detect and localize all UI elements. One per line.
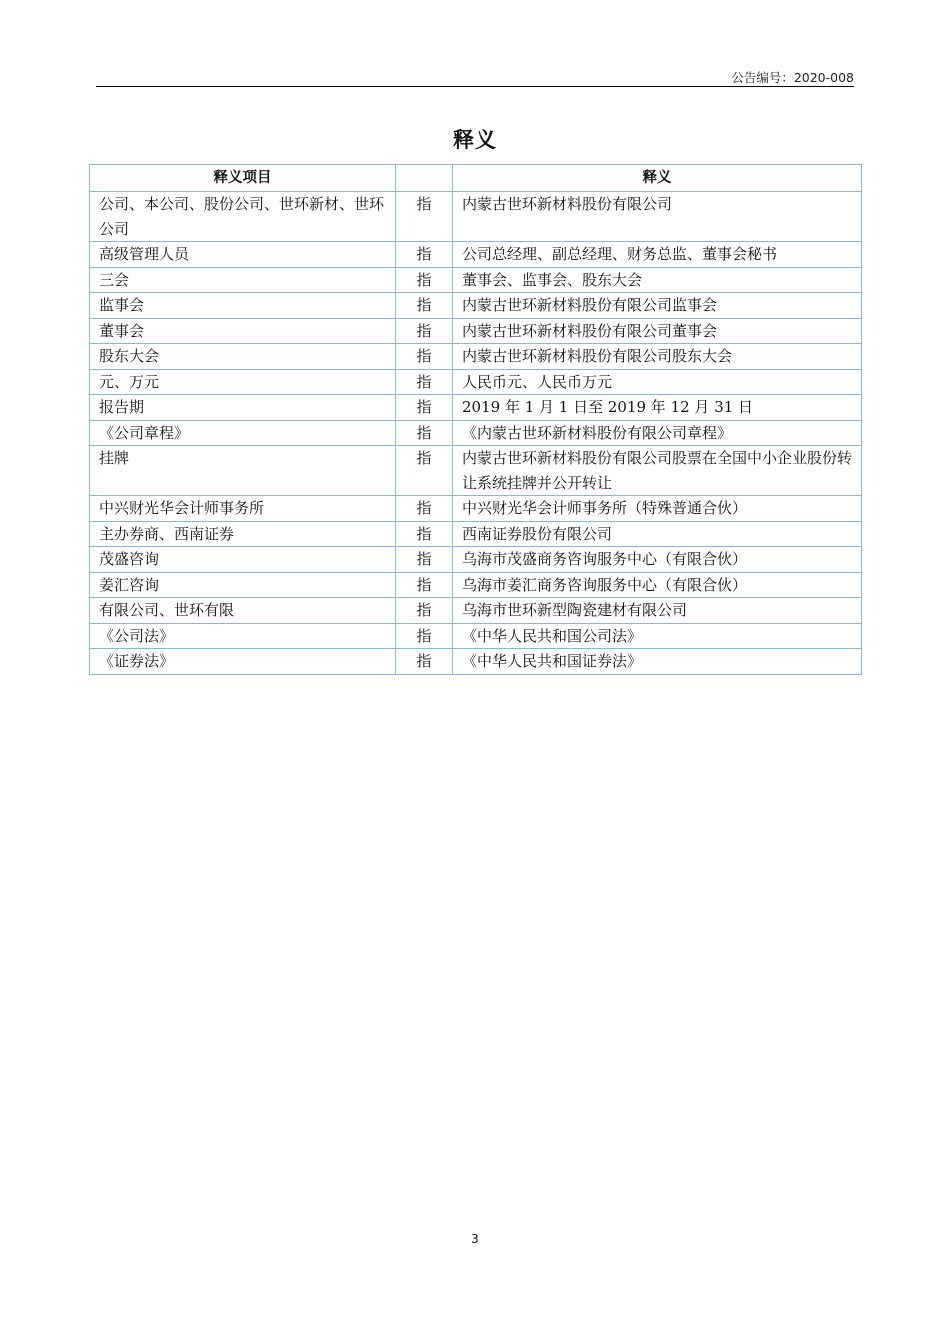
definition-cell: 人民币元、人民币万元 bbox=[453, 369, 862, 395]
definition-cell: 《中华人民共和国公司法》 bbox=[453, 623, 862, 649]
term-cell: 《公司章程》 bbox=[90, 420, 396, 446]
term-cell: 有限公司、世环有限 bbox=[90, 598, 396, 624]
refers-cell: 指 bbox=[396, 344, 453, 370]
header-divider bbox=[96, 86, 854, 87]
term-cell: 董事会 bbox=[90, 318, 396, 344]
table-row bbox=[90, 547, 862, 573]
table-row bbox=[90, 318, 862, 344]
definition-cell: 乌海市姜汇商务咨询服务中心（有限合伙） bbox=[453, 572, 862, 598]
refers-cell: 指 bbox=[396, 395, 453, 421]
term-cell: 主办券商、西南证券 bbox=[90, 521, 396, 547]
definition-cell: 内蒙古世环新材料股份有限公司董事会 bbox=[453, 318, 862, 344]
refers-cell: 指 bbox=[396, 192, 453, 242]
definition-cell: 内蒙古世环新材料股份有限公司监事会 bbox=[453, 293, 862, 319]
term-cell: 茂盛咨询 bbox=[90, 547, 396, 573]
table-row bbox=[90, 496, 862, 522]
table-row bbox=[90, 623, 862, 649]
definition-cell: 内蒙古世环新材料股份有限公司 bbox=[453, 192, 862, 242]
term-cell: 挂牌 bbox=[90, 446, 396, 496]
table-row bbox=[90, 369, 862, 395]
table-row bbox=[90, 192, 862, 242]
table-row bbox=[90, 572, 862, 598]
term-cell: 股东大会 bbox=[90, 344, 396, 370]
definition-cell: 《中华人民共和国证券法》 bbox=[453, 649, 862, 675]
definition-cell: 中兴财光华会计师事务所（特殊普通合伙） bbox=[453, 496, 862, 522]
table-row bbox=[90, 598, 862, 624]
glossary-table bbox=[89, 164, 862, 675]
header-term: 释义项目 bbox=[90, 165, 396, 192]
definition-cell: 内蒙古世环新材料股份有限公司股东大会 bbox=[453, 344, 862, 370]
term-cell: 《公司法》 bbox=[90, 623, 396, 649]
refers-cell: 指 bbox=[396, 649, 453, 675]
term-cell: 中兴财光华会计师事务所 bbox=[90, 496, 396, 522]
table-row bbox=[90, 293, 862, 319]
refers-cell: 指 bbox=[396, 446, 453, 496]
definition-cell: 公司总经理、副总经理、财务总监、董事会秘书 bbox=[453, 242, 862, 268]
table-row bbox=[90, 242, 862, 268]
term-cell: 报告期 bbox=[90, 395, 396, 421]
glossary-body bbox=[90, 192, 862, 675]
term-cell: 公司、本公司、股份公司、世环新材、世环公司 bbox=[90, 192, 396, 242]
definition-cell: 乌海市世环新型陶瓷建材有限公司 bbox=[453, 598, 862, 624]
definition-cell: 董事会、监事会、股东大会 bbox=[453, 267, 862, 293]
table-row bbox=[90, 344, 862, 370]
term-cell: 三会 bbox=[90, 267, 396, 293]
announcement-number: 公告编号：2020-008 bbox=[731, 70, 854, 85]
definition-cell: 乌海市茂盛商务咨询服务中心（有限合伙） bbox=[453, 547, 862, 573]
page-number: 3 bbox=[471, 1232, 479, 1246]
definition-cell: 内蒙古世环新材料股份有限公司股票在全国中小企业股份转让系统挂牌并公开转让 bbox=[453, 446, 862, 496]
term-cell: 高级管理人员 bbox=[90, 242, 396, 268]
table-row bbox=[90, 420, 862, 446]
table-row bbox=[90, 446, 862, 496]
refers-cell: 指 bbox=[396, 242, 453, 268]
term-cell: 监事会 bbox=[90, 293, 396, 319]
page-title: 释义 bbox=[453, 128, 497, 152]
term-cell: 元、万元 bbox=[90, 369, 396, 395]
refers-cell: 指 bbox=[396, 369, 453, 395]
header-refers bbox=[396, 165, 453, 192]
refers-cell: 指 bbox=[396, 598, 453, 624]
refers-cell: 指 bbox=[396, 521, 453, 547]
table-header-row bbox=[90, 165, 862, 192]
definition-cell: 《内蒙古世环新材料股份有限公司章程》 bbox=[453, 420, 862, 446]
term-cell: 姜汇咨询 bbox=[90, 572, 396, 598]
refers-cell: 指 bbox=[396, 572, 453, 598]
refers-cell: 指 bbox=[396, 623, 453, 649]
refers-cell: 指 bbox=[396, 267, 453, 293]
table-row bbox=[90, 267, 862, 293]
table-row bbox=[90, 395, 862, 421]
refers-cell: 指 bbox=[396, 496, 453, 522]
term-cell: 《证券法》 bbox=[90, 649, 396, 675]
refers-cell: 指 bbox=[396, 318, 453, 344]
definition-cell: 2019 年 1 月 1 日至 2019 年 12 月 31 日 bbox=[453, 395, 862, 421]
refers-cell: 指 bbox=[396, 547, 453, 573]
header-definition: 释义 bbox=[453, 165, 862, 192]
table-row bbox=[90, 649, 862, 675]
refers-cell: 指 bbox=[396, 420, 453, 446]
table-row bbox=[90, 521, 862, 547]
definition-cell: 西南证券股份有限公司 bbox=[453, 521, 862, 547]
refers-cell: 指 bbox=[396, 293, 453, 319]
